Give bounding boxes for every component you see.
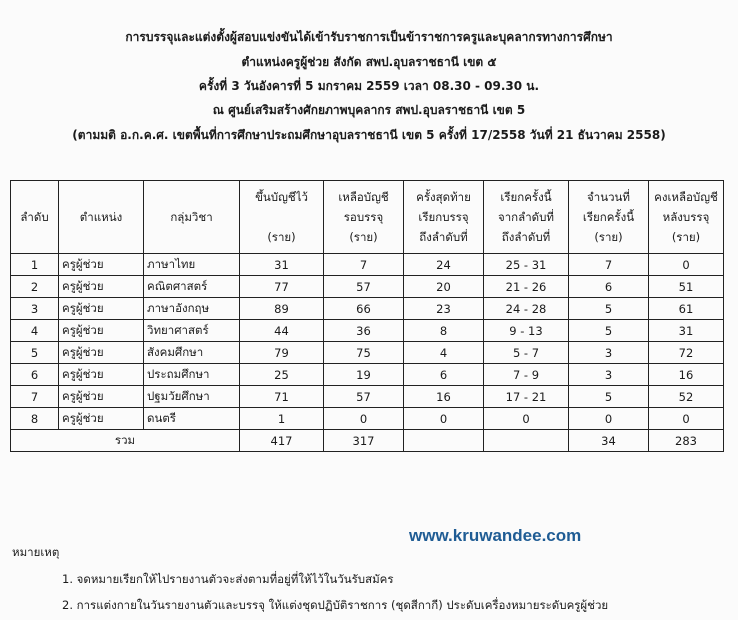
cell-left: 51 — [649, 276, 724, 298]
total-count: 34 — [569, 430, 649, 452]
col-header-position: ตำแหน่ง — [59, 181, 144, 254]
header-resolution: (ตามมติ อ.ก.ค.ศ. เขตพื้นที่การศึกษาประถมศึกษาอุบลราชธานี เขต 5 ครั้งที่ 17/2558 วันที่ 21 ธันวาคม 2558) — [72, 128, 666, 142]
cell-listed: 25 — [240, 364, 324, 386]
col-header-last: ครั้งสุดท้าย เรียกบรรจุ ถึงลำดับที่ — [404, 181, 484, 254]
cell-last: 24 — [404, 254, 484, 276]
cell-left: 61 — [649, 298, 724, 320]
col-header-subject: กลุ่มวิชา — [144, 181, 240, 254]
note-item-2: 2. การแต่งกายในวันรายงานตัวและบรรจุ ให้แต่งชุดปฏิบัติราชการ (ชุดสีกากี) ประดับเครื่องหมายระดับครูผู้ช่วย — [62, 598, 609, 612]
table-row — [11, 364, 724, 386]
total-label: รวม — [11, 430, 240, 452]
table-row — [11, 386, 724, 408]
total-remaining: 317 — [324, 430, 404, 452]
cell-subject: ประถมศึกษา — [144, 364, 240, 386]
cell-last: 4 — [404, 342, 484, 364]
cell-count: 5 — [569, 298, 649, 320]
cell-count: 5 — [569, 386, 649, 408]
cell-position: ครูผู้ช่วย — [59, 386, 144, 408]
cell-remaining: 7 — [324, 254, 404, 276]
cell-left: 0 — [649, 254, 724, 276]
website-watermark: www.kruwandee.com — [409, 526, 582, 545]
cell-remaining: 19 — [324, 364, 404, 386]
table-header-row — [11, 181, 724, 254]
cell-left: 31 — [649, 320, 724, 342]
header-position: ตำแหน่งครูผู้ช่วย สังกัด สพป.อุบลราชธานี เขต ๕ — [241, 55, 497, 69]
table-row — [11, 342, 724, 364]
cell-called: 7 - 9 — [484, 364, 569, 386]
cell-listed: 1 — [240, 408, 324, 430]
note-item-1: 1. จดหมายเรียกให้ไปรายงานตัวจะส่งตามที่อยู่ที่ให้ไว้ในวันรับสมัคร — [62, 572, 394, 586]
cell-remaining: 57 — [324, 276, 404, 298]
cell-subject: ภาษาอังกฤษ — [144, 298, 240, 320]
total-last — [404, 430, 484, 452]
total-left: 283 — [649, 430, 724, 452]
cell-remaining: 75 — [324, 342, 404, 364]
cell-order: 2 — [11, 276, 59, 298]
cell-remaining: 36 — [324, 320, 404, 342]
cell-last: 20 — [404, 276, 484, 298]
cell-position: ครูผู้ช่วย — [59, 298, 144, 320]
placement-table — [10, 180, 724, 452]
cell-position: ครูผู้ช่วย — [59, 342, 144, 364]
cell-position: ครูผู้ช่วย — [59, 408, 144, 430]
table-row — [11, 254, 724, 276]
header-title: การบรรจุและแต่งตั้งผู้สอบแข่งขันได้เข้ารับราชการเป็นข้าราชการครูและบุคลากรทางการศึกษา — [125, 30, 613, 44]
cell-order: 5 — [11, 342, 59, 364]
cell-called: 5 - 7 — [484, 342, 569, 364]
cell-subject: ดนตรี — [144, 408, 240, 430]
cell-listed: 79 — [240, 342, 324, 364]
cell-count: 3 — [569, 342, 649, 364]
cell-last: 16 — [404, 386, 484, 408]
col-header-listed: ขึ้นบัญชีไว้ (ราย) — [240, 181, 324, 254]
cell-order: 4 — [11, 320, 59, 342]
cell-called: 24 - 28 — [484, 298, 569, 320]
cell-listed: 77 — [240, 276, 324, 298]
col-header-called: เรียกครั้งนี้ จากลำดับที่ ถึงลำดับที่ — [484, 181, 569, 254]
cell-left: 0 — [649, 408, 724, 430]
cell-order: 7 — [11, 386, 59, 408]
table-row — [11, 408, 724, 430]
table-row — [11, 276, 724, 298]
cell-last: 23 — [404, 298, 484, 320]
cell-left: 52 — [649, 386, 724, 408]
cell-listed: 71 — [240, 386, 324, 408]
cell-subject: ภาษาไทย — [144, 254, 240, 276]
total-row — [11, 430, 724, 452]
cell-remaining: 66 — [324, 298, 404, 320]
cell-position: ครูผู้ช่วย — [59, 276, 144, 298]
cell-count: 5 — [569, 320, 649, 342]
cell-called: 0 — [484, 408, 569, 430]
cell-called: 9 - 13 — [484, 320, 569, 342]
col-header-count: จำนวนที่ เรียกครั้งนี้ (ราย) — [569, 181, 649, 254]
cell-left: 72 — [649, 342, 724, 364]
cell-order: 3 — [11, 298, 59, 320]
col-header-remaining: เหลือบัญชี รอบรรจุ (ราย) — [324, 181, 404, 254]
cell-subject: วิทยาศาสตร์ — [144, 320, 240, 342]
cell-subject: ปฐมวัยศึกษา — [144, 386, 240, 408]
cell-last: 8 — [404, 320, 484, 342]
table-row — [11, 320, 724, 342]
cell-order: 8 — [11, 408, 59, 430]
cell-position: ครูผู้ช่วย — [59, 254, 144, 276]
cell-position: ครูผู้ช่วย — [59, 320, 144, 342]
table-row — [11, 298, 724, 320]
cell-called: 21 - 26 — [484, 276, 569, 298]
cell-last: 0 — [404, 408, 484, 430]
cell-count: 0 — [569, 408, 649, 430]
col-header-order: ลำดับ — [11, 181, 59, 254]
col-header-left: คงเหลือบัญชี หลังบรรจุ (ราย) — [649, 181, 724, 254]
cell-listed: 44 — [240, 320, 324, 342]
cell-order: 1 — [11, 254, 59, 276]
total-listed: 417 — [240, 430, 324, 452]
cell-called: 17 - 21 — [484, 386, 569, 408]
cell-count: 6 — [569, 276, 649, 298]
cell-order: 6 — [11, 364, 59, 386]
header-schedule: ครั้งที่ 3 วันอังคารที่ 5 มกราคม 2559 เวลา 08.30 - 09.30 น. — [198, 79, 540, 93]
cell-remaining: 0 — [324, 408, 404, 430]
cell-left: 16 — [649, 364, 724, 386]
notes-title: หมายเหตุ — [12, 545, 60, 559]
cell-subject: คณิตศาสตร์ — [144, 276, 240, 298]
total-called — [484, 430, 569, 452]
cell-subject: สังคมศึกษา — [144, 342, 240, 364]
header-venue: ณ ศูนย์เสริมสร้างศักยภาพบุคลากร สพป.อุบลราชธานี เขต 5 — [212, 103, 526, 117]
cell-last: 6 — [404, 364, 484, 386]
cell-position: ครูผู้ช่วย — [59, 364, 144, 386]
cell-listed: 89 — [240, 298, 324, 320]
cell-count: 3 — [569, 364, 649, 386]
cell-remaining: 57 — [324, 386, 404, 408]
cell-listed: 31 — [240, 254, 324, 276]
cell-count: 7 — [569, 254, 649, 276]
cell-called: 25 - 31 — [484, 254, 569, 276]
